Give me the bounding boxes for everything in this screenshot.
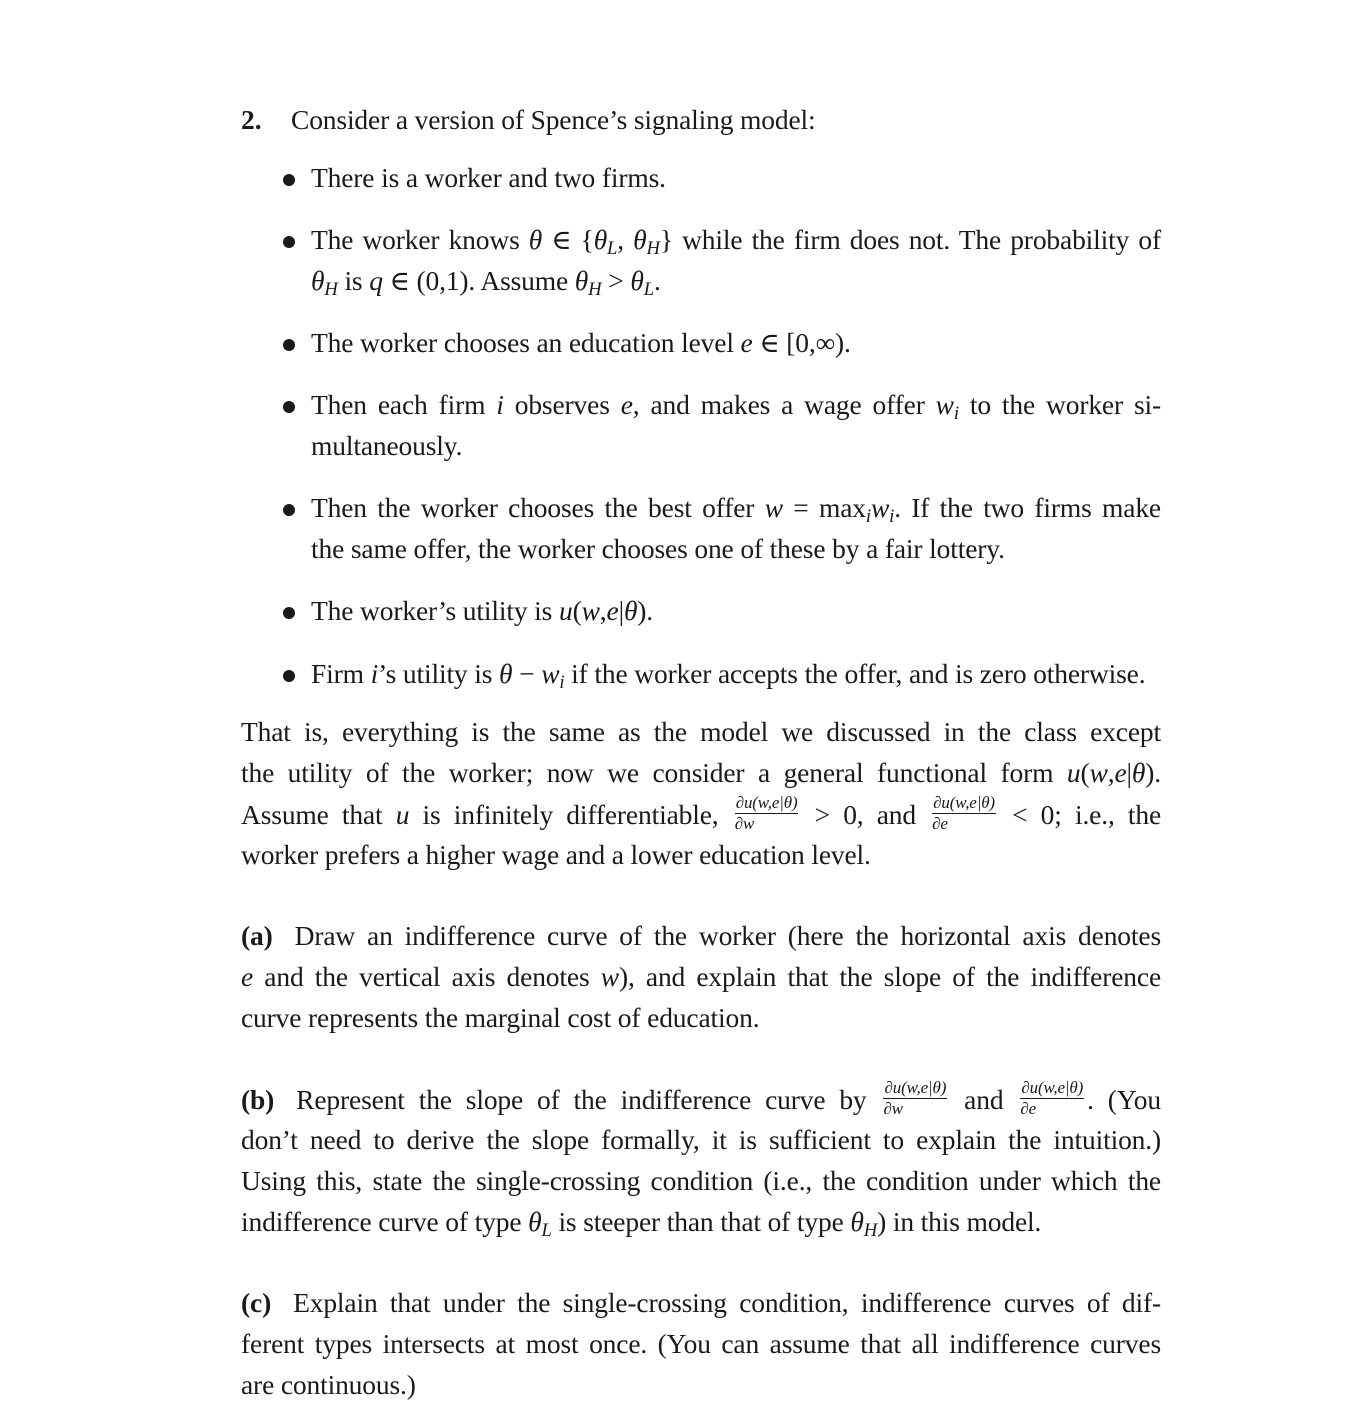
text-run: < 0; i.e., the: [998, 798, 1162, 830]
text-run: and: [950, 1083, 1018, 1115]
text-run: ).: [1145, 757, 1161, 788]
text-run: observes: [503, 389, 621, 420]
math-symbol: e: [1114, 757, 1127, 788]
part-a-line: [241, 961, 1161, 993]
math-symbol: e: [740, 327, 753, 358]
math-symbol: θ: [528, 1206, 542, 1237]
text-run: to the worker si-: [958, 389, 1161, 420]
math-symbol: u: [558, 595, 573, 626]
part-c-line: [241, 1287, 1161, 1319]
fraction-denominator: ∂w: [734, 814, 755, 833]
text-run: ).: [637, 595, 654, 626]
text-run: ,: [599, 595, 607, 626]
math-subscript: L: [643, 279, 654, 301]
math-symbol: i: [496, 389, 504, 420]
text-run: ,: [617, 224, 634, 255]
part-c-line: [241, 1328, 1161, 1360]
math-symbol: e: [606, 595, 619, 626]
text-run: and the vertical axis denotes: [253, 961, 601, 992]
math-symbol: θ: [593, 224, 608, 255]
paragraph-line: [241, 839, 871, 871]
math-subscript: L: [541, 1220, 552, 1242]
bullet-item-line: [311, 430, 462, 462]
math-symbol: θ: [528, 224, 543, 255]
math-symbol: w: [600, 961, 619, 992]
math-subscript: i: [559, 672, 565, 694]
math-symbol: θ: [1131, 757, 1146, 788]
bullet-icon: [283, 670, 295, 682]
math-symbol: e: [620, 389, 633, 420]
math-symbol: w: [935, 389, 954, 420]
bullet-item-line: [311, 658, 1146, 694]
fraction-denominator: ∂w: [883, 1099, 903, 1118]
bullet-item-line: [311, 595, 653, 627]
bullet-icon: [283, 236, 295, 248]
text-run: multaneously.: [311, 430, 463, 461]
math-subscript: H: [646, 238, 660, 260]
text-run: The worker knows: [311, 224, 529, 255]
text-run: = max: [782, 492, 866, 523]
text-run: if the worker accepts the offer, and is zero otherwise.: [564, 658, 1146, 689]
part-b-line: [241, 1206, 1042, 1242]
text-run: ), and explain that the slope of the indifference: [618, 961, 1162, 992]
part-label: (c): [241, 1287, 272, 1318]
text-run: >: [601, 265, 631, 296]
bullet-icon: [283, 607, 295, 619]
bullet-icon: [283, 401, 295, 413]
text-run: Firm: [311, 658, 371, 689]
math-symbol: θ: [574, 265, 589, 296]
fraction-numerator: ∂u(w,e|θ): [1021, 1078, 1084, 1097]
text-run: is steeper than that of type: [551, 1206, 851, 1237]
text-run: indifference curve of type: [241, 1206, 529, 1237]
text-run: Represent the slope of the indifference curve by: [296, 1083, 881, 1115]
math-symbol: w: [541, 658, 560, 689]
text-run: .: [653, 265, 661, 296]
text-run: the same offer, the worker chooses one of these by a fair lottery.: [311, 533, 1005, 564]
partial-derivative-fraction: [932, 794, 996, 833]
part-label: (b): [241, 1083, 275, 1115]
text-run: (: [572, 595, 582, 626]
fraction-numerator: ∂u(w,e|θ): [884, 1078, 947, 1097]
bullet-item-line: [311, 492, 1161, 528]
text-run: Using this, state the single-crossing condition (i.e., the condition under which the: [241, 1165, 1161, 1196]
text-run: ∈ {: [542, 224, 594, 255]
math-symbol: θ: [311, 265, 325, 296]
text-run: |: [618, 595, 624, 626]
text-run: . (You: [1087, 1083, 1161, 1115]
text-run: is: [337, 265, 370, 296]
text-run: Explain that under the single-crossing condition, indifference curves of dif-: [293, 1287, 1161, 1318]
text-run: the utility of the worker; now we consider a general functional form: [241, 757, 1067, 788]
math-subscript: i: [953, 403, 959, 425]
part-b-line: [241, 1165, 1161, 1197]
math-subscript: i: [865, 506, 871, 528]
text-run: worker prefers a higher wage and a lower education level.: [241, 839, 871, 870]
math-symbol: w: [764, 492, 783, 523]
text-run: are continuous.): [241, 1369, 416, 1400]
math-symbol: w: [870, 492, 890, 523]
bullet-item-line: [311, 162, 666, 194]
text-run: The worker chooses an education level: [311, 327, 741, 358]
math-symbol: w: [1089, 757, 1108, 788]
math-symbol: θ: [623, 595, 638, 626]
bullet-icon: [283, 339, 295, 351]
paragraph-line: [241, 757, 1161, 789]
text-run: There is a worker and two firms.: [311, 162, 666, 193]
bullet-icon: [283, 504, 295, 516]
text-run: . If the two firms make: [894, 492, 1161, 523]
part-label: (a): [241, 920, 273, 951]
fraction-numerator: ∂u(w,e|θ): [735, 793, 798, 812]
text-run: is infinitely differentiable,: [409, 798, 732, 830]
part-a-line: [241, 920, 1161, 952]
partial-derivative-fraction: [1020, 1079, 1084, 1118]
text-run: Then the worker chooses the best offer: [311, 492, 765, 523]
text-run: ) in this model.: [877, 1206, 1042, 1237]
problem-number: 2.: [241, 104, 262, 135]
text-run: } while the firm does not. The probability of: [659, 224, 1161, 255]
text-run: |: [1126, 757, 1132, 788]
text-run: Draw an indifference curve of the worker (here the horizontal axis denotes: [294, 920, 1161, 951]
math-symbol: θ: [499, 658, 513, 689]
paragraph-line: [241, 716, 1161, 748]
bullet-item-line: [311, 327, 851, 359]
fraction-denominator: ∂e: [932, 814, 948, 833]
math-symbol: i: [370, 658, 379, 689]
math-subscript: L: [607, 238, 618, 260]
math-subscript: H: [588, 279, 602, 301]
math-subscript: H: [324, 279, 338, 301]
paragraph-line: [241, 793, 1162, 837]
text-run: ,: [1107, 757, 1115, 788]
partial-derivative-fraction: [735, 794, 799, 833]
math-symbol: e: [241, 961, 254, 992]
part-b-line: [241, 1078, 1161, 1122]
math-symbol: θ: [633, 224, 647, 255]
text-run: That is, everything is the same as the model we discussed in the class except: [241, 716, 1161, 747]
part-c-line: [241, 1369, 416, 1401]
part-b-line: [241, 1124, 1161, 1156]
fraction-numerator: ∂u(w,e|θ): [933, 793, 995, 812]
text-run: don’t need to derive the slope formally, it is sufficient to explain the intuition.): [241, 1124, 1161, 1155]
math-symbol: w: [581, 595, 600, 626]
math-subscript: H: [863, 1220, 878, 1242]
math-symbol: θ: [850, 1206, 864, 1237]
text-run: −: [512, 658, 542, 689]
text-run: Then each firm: [311, 389, 497, 420]
bullet-item-line: [311, 533, 1005, 565]
partial-derivative-fraction: [883, 1079, 947, 1118]
text-run: > 0, and: [801, 798, 930, 830]
text-run: (: [1080, 757, 1090, 788]
text-run: ’s utility is: [378, 658, 500, 689]
text-run: ∈ [0,∞).: [752, 327, 851, 358]
math-symbol: u: [395, 798, 410, 830]
problem-intro: Consider a version of Spence’s signaling model:: [291, 104, 816, 135]
bullet-icon: [283, 174, 295, 186]
bullet-item-line: [311, 224, 1161, 260]
bullet-item-line: [311, 265, 661, 301]
text-run: The worker’s utility is: [311, 595, 559, 626]
text-run: , and makes a wage offer: [632, 389, 936, 420]
math-symbol: q: [369, 265, 383, 296]
fraction-denominator: ∂e: [1020, 1099, 1037, 1118]
math-subscript: i: [889, 506, 895, 528]
text-run: ∈ (0,1). Assume: [382, 265, 575, 296]
text-run: Assume that: [241, 798, 396, 830]
math-symbol: θ: [630, 265, 644, 296]
part-a-line: [241, 1002, 759, 1034]
text-run: curve represents the marginal cost of education.: [241, 1002, 760, 1033]
text-run: ferent types intersects at most once. (You can assume that all indifference curves: [241, 1328, 1161, 1359]
bullet-item-line: [311, 389, 1161, 425]
math-symbol: u: [1066, 757, 1081, 788]
